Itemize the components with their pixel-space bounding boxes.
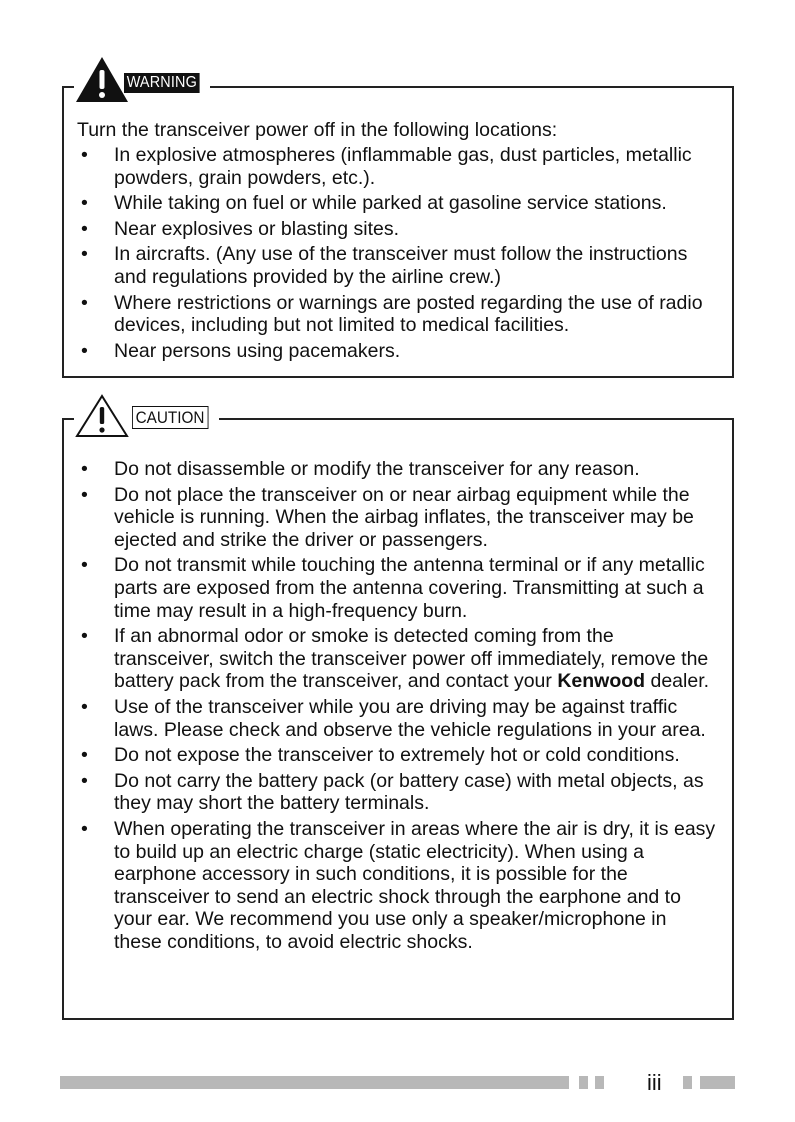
caution-list	[74, 458, 718, 956]
list-item: • Near persons using pacemakers.	[81, 339, 401, 362]
list-item: • Do not carry the battery pack (or battery case) with metal objects, as they may short the battery terminals.	[81, 769, 704, 815]
list-item: • Do not disassemble or modify the transceiver for any reason.	[81, 458, 640, 480]
warning-box	[62, 74, 734, 378]
list-item: • Where restrictions or warnings are posted regarding the use of radio devices, including but not limited to medical facilities.	[81, 291, 703, 337]
caution-label: CAUTION	[132, 406, 208, 429]
footer-bar-end	[700, 1076, 735, 1089]
caution-badge	[74, 393, 219, 437]
list-item: • Near explosives or blasting sites.	[81, 217, 400, 240]
warning-triangle-icon	[74, 55, 130, 103]
caution-triangle-icon	[74, 393, 130, 437]
list-item: • Do not place the transceiver on or near airbag equipment while the vehicle is running. When the airbag inflates, the transceiver may be ejected and strike the driver or passengers.	[81, 483, 694, 551]
warning-list	[74, 144, 718, 365]
caution-box	[62, 408, 734, 1020]
footer-bar-block	[683, 1076, 692, 1089]
brand-name: Kenwood	[557, 670, 646, 693]
page-number: iii	[647, 1070, 662, 1095]
list-item: • Do not transmit while touching the antenna terminal or if any metallic parts are exposed from the antenna covering. Transmitting at such a time may result in a high-frequency burn.	[81, 554, 705, 622]
list-item: • When operating the transceiver in areas where the air is dry, it is easy to build up an electric charge (static electricity). When using a earphone accessory in such conditions, it is possible for the transceiver to send an electric shock through the earphone and to your ear. We recommend you use only a speaker/microphone in these conditions, to avoid electric shocks.	[81, 817, 716, 953]
warning-intro: Turn the transceiver power off in the following locations:	[77, 119, 558, 141]
list-item: • Do not expose the transceiver to extremely hot or cold conditions.	[81, 744, 680, 767]
footer-bar-block	[579, 1076, 588, 1089]
list-item: • Use of the transceiver while you are driving may be against traffic laws. Please check and observe the vehicle regulations in your area.	[81, 695, 706, 741]
warning-badge	[74, 55, 210, 103]
list-item: • In explosive atmospheres (inflammable gas, dust particles, metallic powders, grain powders, etc.).	[81, 144, 692, 189]
footer-bar	[60, 1076, 569, 1089]
warning-label: WARNING	[124, 73, 200, 93]
list-item: • In aircrafts. (Any use of the transceiver must follow the instructions and regulations provided by the airline crew.)	[81, 243, 688, 288]
list-item: • If an abnormal odor or smoke is detected coming from the transceiver, switch the transceiver power off immediately, remove the battery pack from the transceiver, and contact your Kenwood dealer.	[81, 625, 710, 693]
list-item: • While taking on fuel or while parked at gasoline service stations.	[81, 192, 667, 215]
footer-bar-block	[595, 1076, 604, 1089]
